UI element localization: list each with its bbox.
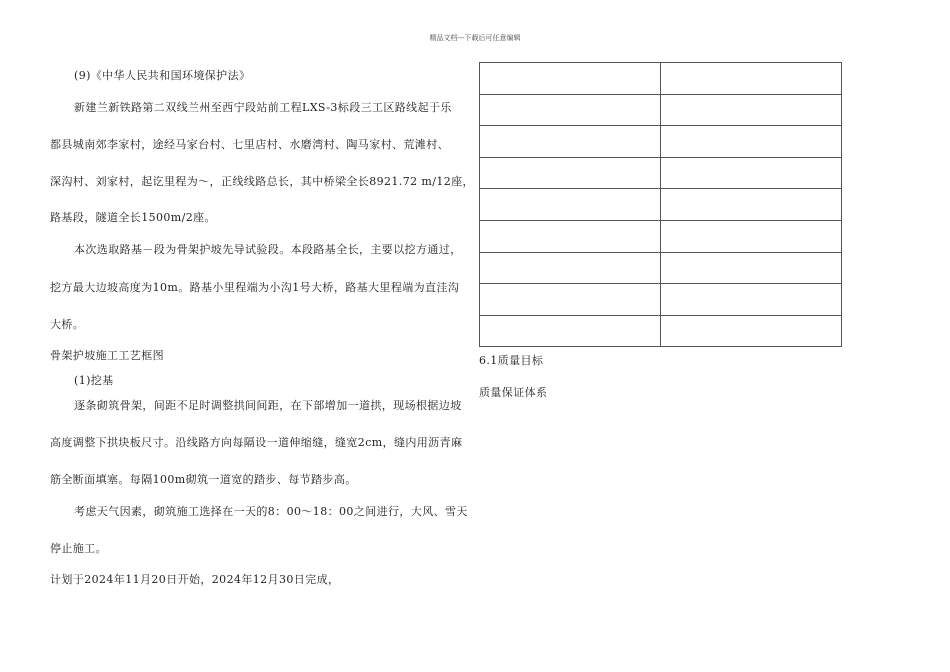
table-cell — [661, 157, 842, 189]
table-cell — [480, 189, 661, 221]
table-cell — [661, 284, 842, 316]
paragraph-line: 计划于2024年11月20日开始，2024年12月30日完成， — [50, 573, 340, 586]
table-row — [480, 315, 842, 347]
paragraph-line: 逐条砌筑骨架，间距不足时调整拱间间距，在下部增加一道拱，现场根据边坡 — [74, 399, 462, 412]
table-cell — [480, 157, 661, 189]
paragraph-line: 高度调整下拱块板尺寸。沿线路方向每隔设一道伸缩缝，缝宽2cm，缝内用沥青麻 — [50, 436, 463, 449]
table-cell — [661, 220, 842, 252]
table-cell — [661, 126, 842, 158]
paragraph-line: 深沟村、刘家村，起讫里程为～，正线线路总长，其中桥梁全长8921.72 m/12座， — [50, 175, 474, 188]
paragraph-line: 挖方最大边坡高度为10m。路基小里程端为小沟1号大桥，路基大里程端为直洼沟 — [50, 281, 460, 294]
table-cell — [661, 315, 842, 347]
blank-table — [479, 62, 842, 347]
table-row — [480, 94, 842, 126]
table-row — [480, 284, 842, 316]
section-heading: 6.1质量目标 — [479, 354, 544, 367]
table-cell — [480, 284, 661, 316]
paragraph-line: 筋全断面填塞。每隔100m砌筑一道宽的踏步、每节踏步高。 — [50, 473, 357, 486]
table-row — [480, 220, 842, 252]
paragraph-line: 新建兰新铁路第二双线兰州至西宁段站前工程LXS-3标段三工区路线起于乐 — [74, 101, 452, 114]
table-row — [480, 252, 842, 284]
paragraph-line: 停止施工。 — [50, 542, 107, 555]
paragraph-line: 考虑天气因素，砌筑施工选择在一天的8：00～18：00之间进行，大风、雪天 — [74, 505, 468, 518]
section-heading: 质量保证体系 — [479, 386, 548, 399]
paragraph-line: 都县城南郊李家村，途经马家台村、七里店村、水磨湾村、陶马家村、荒滩村、 — [50, 138, 449, 151]
table-cell — [661, 189, 842, 221]
table-cell — [661, 252, 842, 284]
reference-item: (9)《中华人民共和国环境保护法》 — [74, 69, 251, 82]
paragraph-line: 路基段，隧道全长1500m/2座。 — [50, 211, 216, 224]
table-cell — [480, 63, 661, 95]
paragraph-line: 本次选取路基－段为骨架护坡先导试验段。本段路基全长，主要以挖方通过， — [74, 243, 462, 256]
table-cell — [480, 315, 661, 347]
page-header: 精品文档---下载后可任意编辑 — [429, 34, 521, 42]
table-row — [480, 63, 842, 95]
subsection-heading: (1)挖基 — [74, 374, 114, 387]
table-cell — [480, 252, 661, 284]
table-cell — [661, 63, 842, 95]
table-row — [480, 157, 842, 189]
table-cell — [480, 126, 661, 158]
table-cell — [661, 94, 842, 126]
paragraph-line: 大桥。 — [50, 318, 85, 331]
table-cell — [480, 94, 661, 126]
section-heading: 骨架护坡施工工艺框图 — [50, 349, 164, 362]
table-cell — [480, 220, 661, 252]
table-row — [480, 126, 842, 158]
table-row — [480, 189, 842, 221]
